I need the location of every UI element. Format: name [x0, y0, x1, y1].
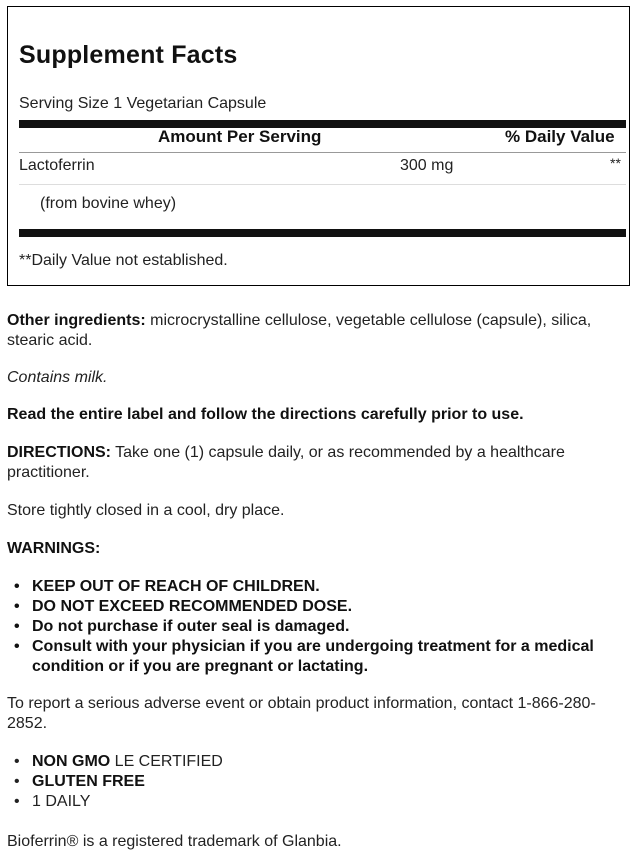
feature-item — [7, 772, 632, 792]
features-list — [7, 752, 632, 812]
trademark-notice: Bioferrin® is a registered trademark of Glanbia. — [7, 833, 342, 850]
contains-allergen: Contains milk. — [7, 369, 108, 386]
feature-item — [7, 752, 632, 772]
feature-rest: LE CERTIFIED — [110, 753, 223, 770]
other-ingredients-text: microcrystalline cellulose, vegetable cellulose (capsule), silica, stearic acid. — [7, 312, 592, 349]
ingredient-source: (from bovine whey) — [40, 195, 177, 212]
thin-divider — [19, 152, 626, 153]
feature-rest: 1 DAILY — [32, 793, 91, 810]
warning-item: • Consult with your physician if you are undergoing treatment for a medical condition or if you are pregnant or lactating. — [7, 637, 632, 677]
directions — [7, 443, 632, 483]
feature-bold: GLUTEN FREE — [32, 773, 145, 790]
daily-value-header: % Daily Value — [505, 127, 615, 146]
serving-size: Serving Size 1 Vegetarian Capsule — [19, 95, 267, 112]
ingredient-name: Lactoferrin — [19, 157, 95, 174]
other-ingredients-label: Other ingredients: — [7, 312, 146, 329]
warning-item: • KEEP OUT OF REACH OF CHILDREN. — [7, 577, 632, 597]
thick-divider-bottom — [19, 229, 626, 237]
feature-bold: NON GMO — [32, 753, 111, 770]
ingredient-amount: 300 mg — [400, 157, 454, 174]
feature-item — [7, 792, 632, 812]
row-divider — [19, 184, 626, 185]
warning-item: • Do not purchase if outer seal is damaged. — [7, 617, 632, 637]
directions-label: DIRECTIONS: — [7, 444, 111, 461]
daily-value-footnote: **Daily Value not established. — [19, 252, 228, 269]
ingredient-daily-value: ** — [610, 155, 621, 171]
warning-item: • DO NOT EXCEED RECOMMENDED DOSE. — [7, 597, 632, 617]
other-ingredients — [7, 311, 632, 351]
report-contact: To report a serious adverse event or obtain product information, contact 1-866-280-2852. — [7, 695, 596, 732]
warnings-list — [7, 577, 632, 677]
directions-text: Take one (1) capsule daily, or as recommended by a healthcare practitioner. — [7, 444, 565, 481]
facts-title: Supplement Facts — [19, 41, 238, 69]
warnings-label: WARNINGS: — [7, 540, 101, 557]
storage-instructions: Store tightly closed in a cool, dry place. — [7, 502, 285, 519]
read-label-notice: Read the entire label and follow the directions carefully prior to use. — [7, 406, 524, 423]
amount-per-serving-header: Amount Per Serving — [158, 127, 322, 146]
supplement-facts-panel — [7, 6, 630, 286]
